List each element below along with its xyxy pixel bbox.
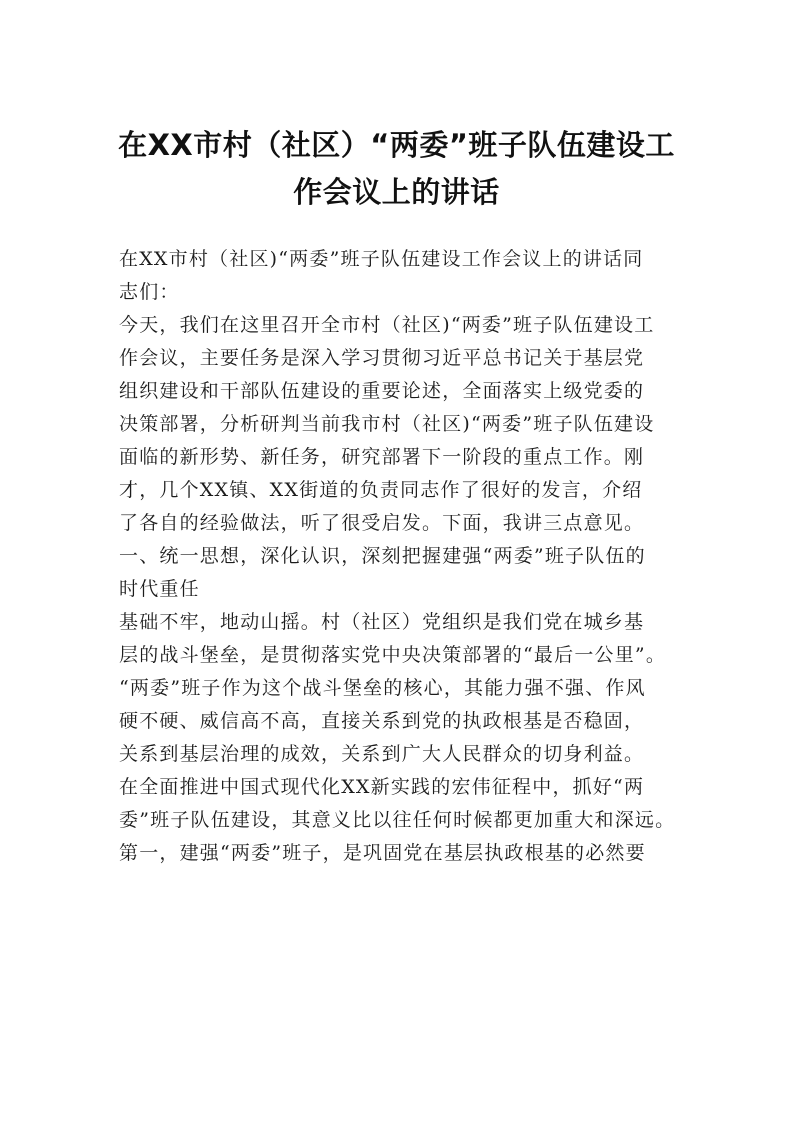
body-line: 才，几个XX镇、XX街道的负责同志作了很好的发言，介绍 bbox=[119, 479, 643, 501]
body-line: 在XX市村（社区)“两委”班子队伍建设工作会议上的讲话同 bbox=[119, 248, 644, 270]
body-line: 决策部署，分析研判当前我市村（社区)“两委”班子队伍建设 bbox=[119, 413, 655, 435]
body-line: “两委”班子作为这个战斗堡垒的核心，其能力强不强、作风 bbox=[119, 677, 646, 699]
body-line: 层的战斗堡垒，是贯彻落实党中央决策部署的“最后一公里”。 bbox=[119, 644, 667, 666]
title-line-2: 作会议上的讲话 bbox=[293, 175, 500, 209]
body-line: 了各自的经验做法，听了很受启发。下面，我讲三点意见。 bbox=[119, 512, 645, 534]
body-line: 委”班子队伍建设，其意义比以往任何时候都更加重大和深远。 bbox=[119, 809, 676, 831]
body-line: 今天，我们在这里召开全市村（社区)“两委”班子队伍建设工 bbox=[119, 314, 655, 336]
body-line: 基础不牢，地动山摇。村（社区）党组织是我们党在城乡基 bbox=[119, 611, 645, 633]
body-line: 作会议，主要任务是深入学习贯彻习近平总书记关于基层党 bbox=[119, 347, 645, 369]
body-line: 在全面推进中国式现代化XX新实践的宏伟征程中，抓好“两 bbox=[119, 776, 645, 798]
body-line: 硬不硬、威信高不高，直接关系到党的执政根基是否稳固， bbox=[119, 710, 645, 732]
body-line: 关系到基层治理的成效，关系到广大人民群众的切身利益。 bbox=[119, 743, 645, 765]
document-title bbox=[100, 122, 693, 216]
body-line: 第一，建强“两委”班子，是巩固党在基层执政根基的必然要 bbox=[119, 842, 646, 864]
document-body bbox=[119, 243, 679, 870]
body-line: 志们： bbox=[119, 281, 180, 303]
section-heading-line: 时代重任 bbox=[119, 578, 200, 600]
section-heading-line: 一、统一思想，深化认识，深刻把握建强“两委”班子队伍的 bbox=[119, 545, 646, 567]
body-line: 组织建设和干部队伍建设的重要论述，全面落实上级党委的 bbox=[119, 380, 645, 402]
title-line-1: 在XX市村（社区）“两委”班子队伍建设工 bbox=[118, 128, 675, 162]
body-line: 面临的新形势、新任务，研究部署下一阶段的重点工作。刚 bbox=[119, 446, 645, 468]
